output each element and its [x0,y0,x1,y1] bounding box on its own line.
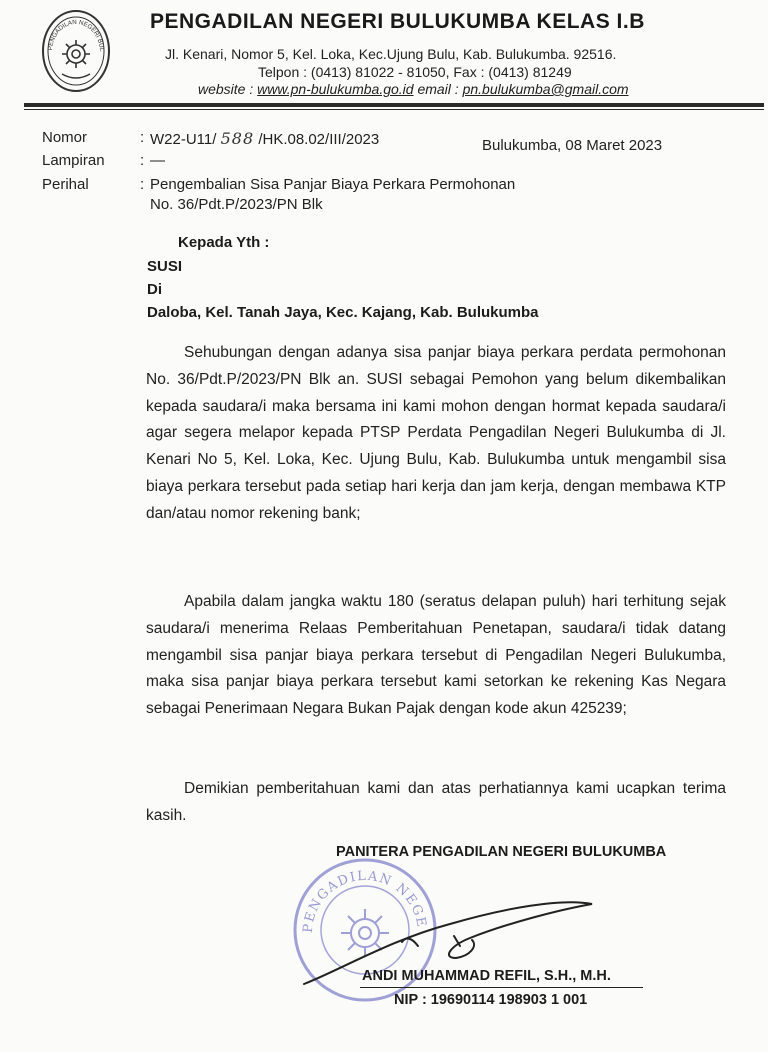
body-paragraph-3 [146,776,726,830]
addressee-name: SUSI [147,258,183,275]
svg-text:PENGADILAN NEGERI BULUKUMBA: PENGADILAN NEGERI BUL [47,18,106,52]
nomor-suffix: /HK.08.02/III/2023 [258,131,380,148]
body-paragraph-3-text: Demikian pemberitahuan kami dan atas perhatiannya kami ucapkan terima kasih. [146,780,726,824]
perihal-label: Perihal [42,176,89,193]
email-link[interactable]: pn.bulukumba@gmail.com [462,81,629,97]
addressee-greeting: Kepada Yth : [178,234,270,251]
court-phone: Telpon : (0413) 81022 - 81050, Fax : (0413) 81249 [258,64,572,80]
body-paragraph-2-text: Apabila dalam jangka waktu 180 (seratus delapan puluh) hari terhitung sejak saudara/i menerima Relaas Pemberitahuan Penetapan, saudara/i tidak datang mengambil sisa panjar biaya perkara tersebut di Pengadilan Negeri Bulukumba, maka sisa panjar biaya perkara tersebut kami setorkan ke rekening Kas Negara sebagai Penerimaan Negara Bukan Pajak dengan kode akun 425239; [146,593,726,718]
nomor-prefix: W22-U11/ [150,131,217,148]
nomor-handwritten: 588 [220,129,255,148]
nomor-label: Nomor [42,129,88,146]
addressee-di: Di [147,281,162,298]
nomor-value [150,129,379,148]
letter-date: Bulukumba, 08 Maret 2023 [482,137,663,154]
addressee-address: Daloba, Kel. Tanah Jaya, Kec. Kajang, Kab. Bulukumba [147,304,539,321]
court-address: Jl. Kenari, Nomor 5, Kel. Loka, Kec.Ujung Bulu, Kab. Bulukumba. 92516. [165,46,617,62]
website-label: website : [198,81,258,97]
signatory-underline [360,987,643,988]
court-name: PENGADILAN NEGERI BULUKUMBA KELAS I.B [150,10,645,33]
nomor-colon: : [140,129,145,146]
court-web-email [198,81,629,97]
svg-text:PENGADILAN NEGERI BULUKUMBA: PENGADILAN NEGE [300,868,429,934]
website-link[interactable]: www.pn-bulukumba.go.id [257,81,414,97]
header-rule-thin [24,109,764,110]
lampiran-colon: : [140,152,145,169]
email-label: email : [413,81,463,97]
lampiran-label: Lampiran [42,152,105,169]
body-paragraph-1 [146,340,726,528]
court-logo [40,8,112,94]
perihal-line1: Pengembalian Sisa Panjar Biaya Perkara Permohonan [150,176,516,193]
body-paragraph-2 [146,589,726,723]
signatory-title: PANITERA PENGADILAN NEGERI BULUKUMBA [336,844,667,860]
perihal-line2: No. 36/Pdt.P/2023/PN Blk [150,196,323,213]
signatory-name: ANDI MUHAMMAD REFIL, S.H., M.H. [362,968,611,984]
header-rule-thick [24,103,764,107]
body-paragraph-1-text: Sehubungan dengan adanya sisa panjar biaya perkara perdata permohonan No. 36/Pdt.P/2023/PN Blk an. SUSI sebagai Pemohon yang belum dikembalikan kepada saudara/i maka bersama ini kami mohon dengan hormat kepada saudara/i agar segera melapor kepada PTSP Perdata Pengadilan Negeri Bulukumba di Jl. Kenari No 5, Kel. Loka, Kec. Ujung Bulu, Kab. Bulukumba untuk mengambil sisa biaya perkara tersebut pada setiap hari kerja dan jam kerja, dengan membawa KTP dan/atau nomor rekening bank; [146,344,726,522]
perihal-colon: : [140,176,145,193]
lampiran-value: — [150,152,165,169]
signatory-nip: NIP : 19690114 198903 1 001 [394,992,588,1008]
